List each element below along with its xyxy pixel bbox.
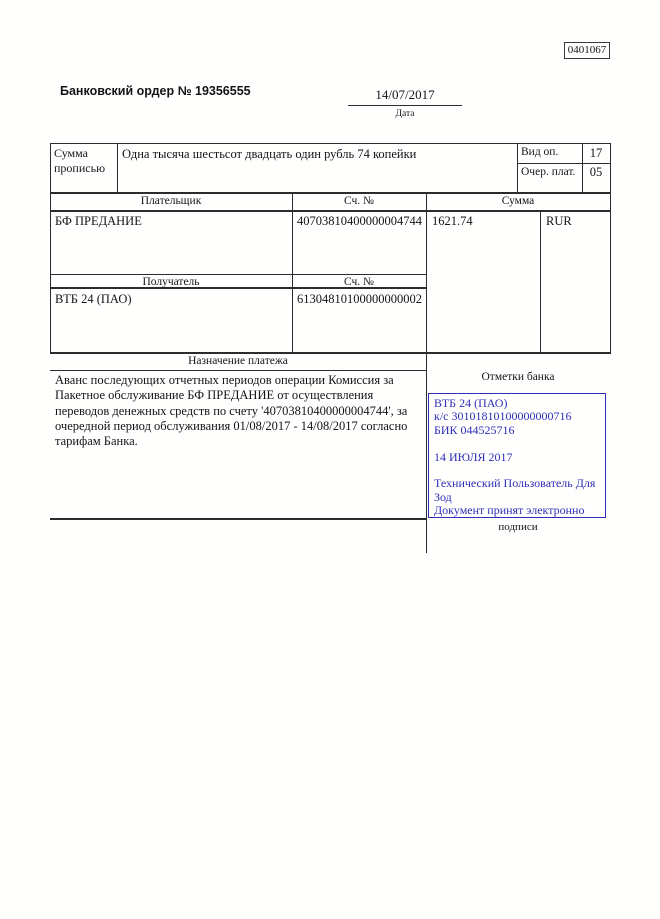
op-type-value: 17 xyxy=(589,146,603,160)
date-value: 14/07/2017 xyxy=(375,87,435,102)
table-line xyxy=(50,274,427,275)
table-line xyxy=(292,192,293,353)
table-line xyxy=(517,143,518,193)
stamp-line: к/с 30101810100000000716 xyxy=(434,409,572,424)
stamp-line xyxy=(434,464,605,477)
signatures-label: подписи xyxy=(498,521,538,533)
payer-name: БФ ПРЕДАНИЕ xyxy=(55,214,142,228)
date-underline xyxy=(348,105,462,106)
table-line xyxy=(50,518,427,520)
table-line xyxy=(50,143,611,144)
stamp-line: Документ принят электронно xyxy=(434,503,585,518)
amount-header: Сумма xyxy=(501,195,535,207)
table-line xyxy=(117,143,118,193)
amount-currency: RUR xyxy=(546,214,572,228)
amount-words-value: Одна тысяча шестьсот двадцать один рубль 74 копейки xyxy=(122,147,417,161)
amount-words-label: Сумма прописью xyxy=(54,146,106,175)
priority-value: 05 xyxy=(589,165,603,179)
stamp-line: ВТБ 24 (ПАО) xyxy=(434,396,508,410)
amount-value: 1621.74 xyxy=(432,214,473,228)
table-line xyxy=(50,192,611,194)
table-line xyxy=(50,352,611,354)
table-line xyxy=(50,370,427,371)
stamp-line: 14 ИЮЛЯ 2017 xyxy=(434,449,513,464)
payee-header: Получатель xyxy=(142,276,200,288)
stamp-line: Зод xyxy=(434,489,452,504)
priority-label: Очер. плат. xyxy=(521,166,576,178)
payee-account: 61304810100000000002 xyxy=(297,292,422,306)
bank-marks-header: Отметки банка xyxy=(481,371,555,383)
payee-account-header: Сч. № xyxy=(343,276,375,288)
table-line xyxy=(50,143,51,353)
form-code-box: 0401067 xyxy=(564,42,610,59)
stamp-line: Технический Пользователь Для xyxy=(434,476,596,491)
table-line xyxy=(50,210,611,212)
payer-account-header: Сч. № xyxy=(343,195,375,207)
stamp-line: БИК 044525716 xyxy=(434,422,515,437)
payer-header: Плательщик xyxy=(140,195,202,207)
table-line xyxy=(540,210,541,353)
payee-name: ВТБ 24 (ПАО) xyxy=(55,292,132,306)
stamp-line xyxy=(434,437,605,450)
table-line xyxy=(517,163,611,164)
document-title: Банковский ордер № 19356555 xyxy=(60,84,251,98)
op-type-label: Вид оп. xyxy=(521,146,559,158)
purpose-text: Аванс последующих отчетных периодов операции Комиссия за Пакетное обслуживание БФ ПРЕДАНИЕ от осуществления переводов денежных средств по счету '40703810400000004744', за очередной период обслуживания 01/08/2017 - 14/08/2017 согласно тарифам Банка. xyxy=(55,373,408,449)
purpose-header: Назначение платежа xyxy=(188,355,288,367)
bank-stamp xyxy=(428,393,606,518)
table-line xyxy=(610,143,611,353)
payer-account: 40703810400000004744 xyxy=(297,214,422,228)
date-label: Дата xyxy=(395,109,415,119)
